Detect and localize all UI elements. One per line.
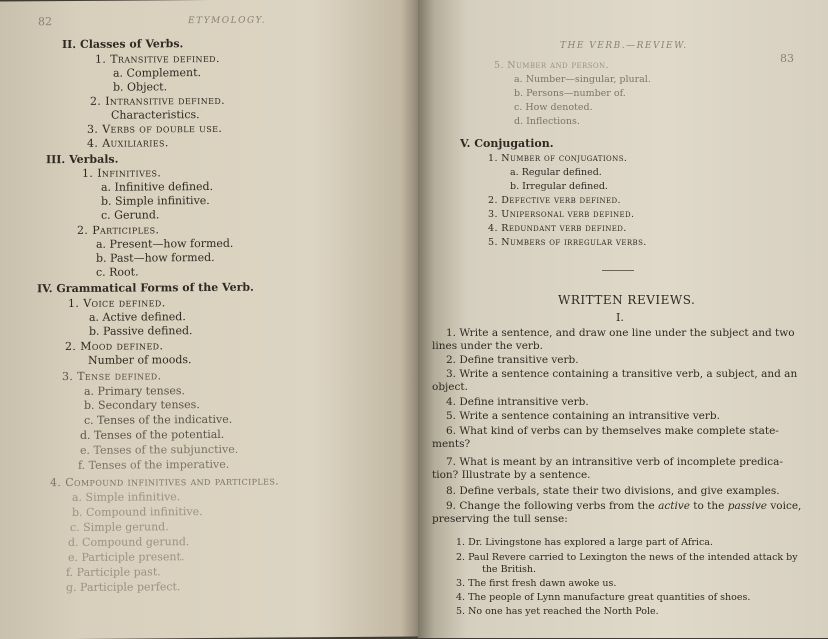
- divider-rule: [602, 270, 634, 271]
- outline-item: b. Past—how formed.: [96, 250, 215, 265]
- outline-item: f. Tenses of the imperative.: [78, 457, 230, 472]
- practice-sentence: 3. The first fresh dawn awoke us.: [456, 578, 617, 589]
- outline-item: b. Simple infinitive.: [101, 193, 210, 208]
- section-iv-heading: IV. Grammatical Forms of the Verb.: [37, 280, 254, 296]
- review-question: 6. What kind of verbs can by themselves make complete state-: [446, 425, 779, 437]
- outline-item: 2. Participles.: [77, 223, 160, 237]
- outline-item: d. Compound gerund.: [68, 535, 190, 549]
- outline-item: a. Infinitive defined.: [101, 179, 214, 194]
- outline-item: f. Participle past.: [66, 565, 161, 579]
- outline-item: 1. Voice defined.: [68, 296, 166, 310]
- practice-sentence-cont: the British.: [482, 564, 537, 575]
- outline-item: 2. Intransitive defined.: [90, 93, 226, 108]
- outline-item: c. Root.: [96, 265, 139, 279]
- review-question: 5. Write a sentence containing an intransitive verb.: [446, 410, 720, 422]
- practice-sentence: 1. Dr. Livingstone has explored a large part of Africa.: [456, 537, 713, 548]
- practice-sentence: 4. The people of Lynn manufacture great quantities of shoes.: [456, 592, 751, 603]
- reviews-numeral: I.: [616, 311, 624, 324]
- outline-item: a. Present—how formed.: [96, 236, 234, 251]
- review-question: 7. What is meant by an intransitive verb of incomplete predica-: [446, 456, 783, 468]
- outline-item: e. Tenses of the subjunctive.: [80, 442, 239, 457]
- page-number-right: 83: [780, 52, 794, 65]
- review-question: 8. Define verbals, state their two divisions, and give examples.: [446, 485, 780, 497]
- outline-item: b. Persons—number of.: [514, 88, 626, 99]
- section-iii-heading: III. Verbals.: [46, 152, 119, 167]
- outline-item: c. Gerund.: [101, 208, 160, 222]
- review-question-cont: preserving the tull sense:: [432, 513, 568, 525]
- review-question-cont: tion? Illustrate by a sentence.: [432, 469, 591, 481]
- outline-item: b. Compound infinitive.: [72, 505, 203, 519]
- outline-item: b. Irregular defined.: [510, 181, 608, 192]
- outline-item: c. Simple gerund.: [70, 520, 169, 534]
- outline-item: c. How denoted.: [514, 102, 593, 113]
- practice-sentence: 2. Paul Revere carried to Lexington the news of the intended attack by: [456, 552, 798, 563]
- outline-item: 1. Transitive defined.: [95, 51, 220, 66]
- outline-item: g. Participle perfect.: [66, 580, 181, 594]
- outline-item: a. Number—singular, plural.: [514, 74, 651, 85]
- review-question: 9. Change the following verbs from the active to the passive voice,: [446, 500, 802, 512]
- outline-item: 1. Number of conjugations.: [488, 153, 628, 164]
- outline-item: Number of moods.: [88, 353, 192, 367]
- section-ii-heading: II. Classes of Verbs.: [62, 37, 184, 52]
- outline-item: 2. Defective verb defined.: [488, 195, 621, 206]
- outline-item: d. Tenses of the potential.: [80, 427, 225, 442]
- outline-item: Characteristics.: [111, 108, 200, 122]
- outline-item: 4. Compound infinitives and participles.: [50, 474, 280, 490]
- outline-item: a. Complement.: [113, 66, 202, 80]
- outline-item: c. Tenses of the indicative.: [84, 412, 233, 427]
- page-number-left: 82: [38, 15, 52, 29]
- reviews-title: WRITTEN REVIEWS.: [558, 293, 696, 307]
- outline-item: 4. Auxiliaries.: [87, 136, 169, 150]
- outline-item: 5. Number and person.: [494, 60, 609, 71]
- outline-item: 5. Numbers of irregular verbs.: [488, 237, 647, 248]
- outline-item: 3. Unipersonal verb defined.: [488, 209, 635, 220]
- outline-item: b. Object.: [113, 80, 168, 94]
- outline-item: a. Active defined.: [89, 310, 186, 324]
- outline-item: b. Passive defined.: [89, 324, 193, 338]
- outline-item: 3. Tense defined.: [62, 369, 162, 384]
- outline-item: 1. Infinitives.: [82, 166, 162, 180]
- outline-item: 2. Mood defined.: [65, 339, 164, 354]
- right-page: [418, 0, 828, 638]
- outline-item: 4. Redundant verb defined.: [488, 223, 627, 234]
- running-head-left: ETYMOLOGY.: [188, 15, 267, 27]
- section-v-heading: V. Conjugation.: [460, 137, 554, 150]
- outline-item: e. Participle present.: [68, 550, 185, 564]
- practice-sentence: 5. No one has yet reached the North Pole.: [456, 606, 659, 617]
- review-question: 2. Define transitive verb.: [446, 354, 579, 366]
- outline-item: b. Secondary tenses.: [84, 398, 200, 412]
- outline-item: a. Simple infinitive.: [72, 490, 181, 504]
- outline-item: 3. Verbs of double use.: [87, 121, 223, 136]
- review-question-cont: ments?: [432, 438, 471, 450]
- outline-item: a. Primary tenses.: [84, 384, 185, 398]
- outline-item: d. Inflections.: [514, 116, 580, 127]
- outline-item: a. Regular defined.: [510, 167, 602, 178]
- review-question-cont: lines under the verb.: [432, 340, 543, 352]
- review-question: 3. Write a sentence containing a transitive verb, a subject, and an: [446, 368, 798, 380]
- review-question-cont: object.: [432, 381, 468, 393]
- review-question: 4. Define intransitive verb.: [446, 396, 589, 408]
- running-head-right: THE VERB.—REVIEW.: [560, 41, 688, 51]
- review-question: 1. Write a sentence, and draw one line under the subject and two: [446, 327, 795, 339]
